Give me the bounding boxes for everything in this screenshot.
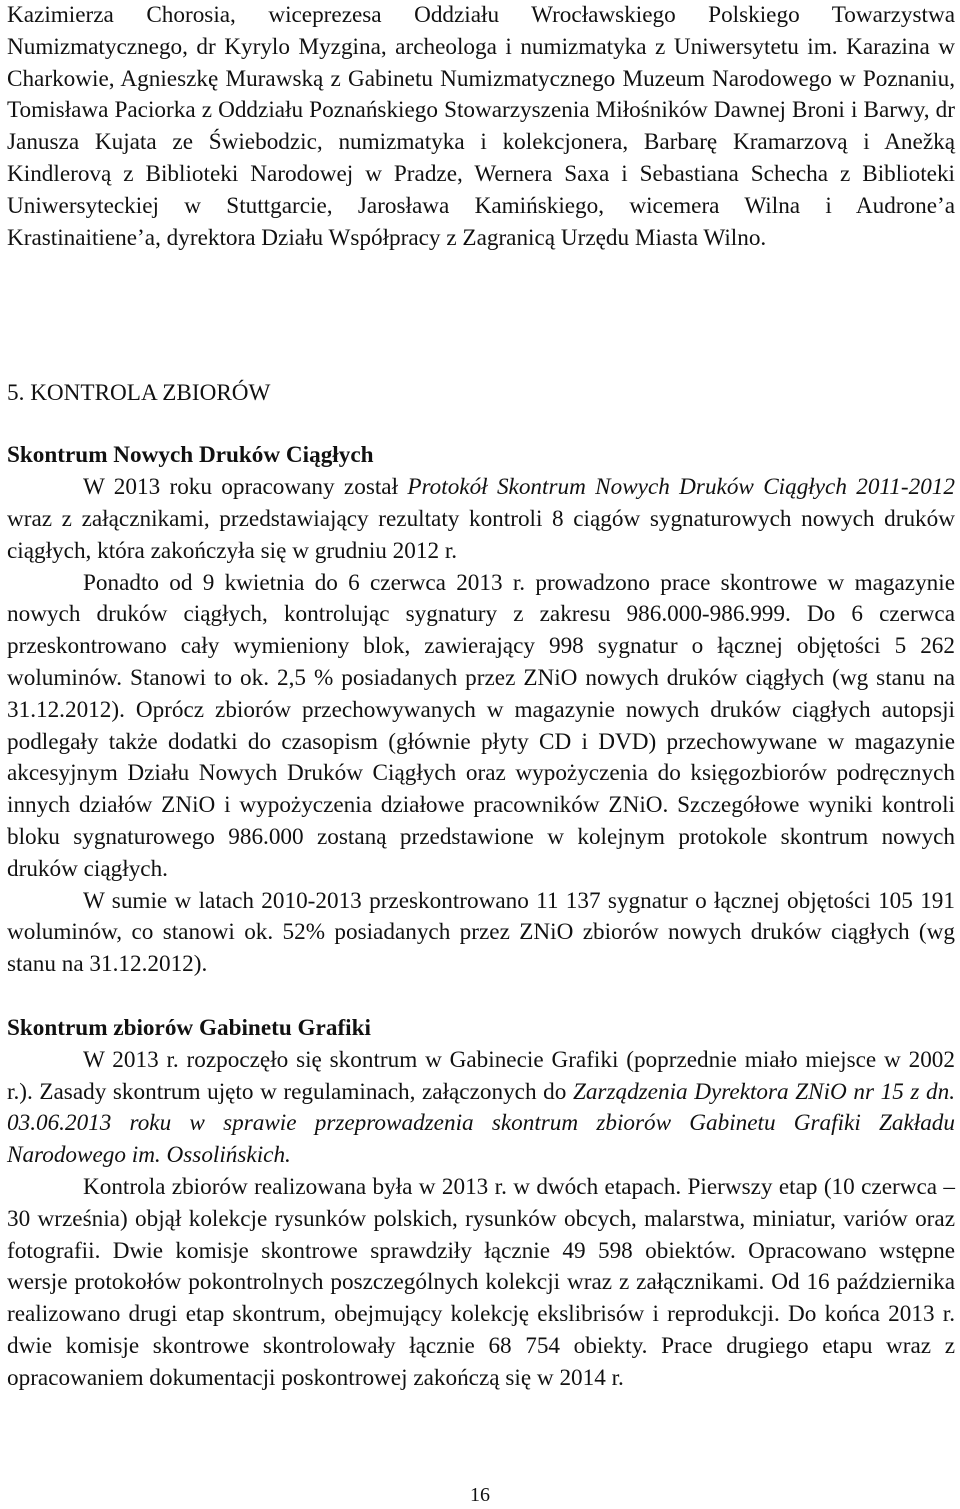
grafiki-paragraph-1	[7, 1045, 955, 1172]
section-spacer	[7, 254, 955, 377]
grafiki-p1-text-a: W 2013 r. rozpoczęło się skontrum w Gabinecie Grafiki (poprzednie miało miejsce w 2002 r.). Zasady skontrum ujęto w regulaminach, załączonych do	[7, 1046, 955, 1105]
druki-paragraph-3: W sumie w latach 2010-2013 przeskontrowano 11 137 sygnatur o łącznej objętości 105 191 woluminów, co stanowi ok. 52% posiadanych przez ZNiO zbiorów nowych druków ciągłych (wg stanu na 31.12.2012).	[7, 887, 955, 978]
grafiki-p1-italic-regulation: Zarządzenia Dyrektora ZNiO nr 15 z dn. 03.06.2013 roku w sprawie przeprowadzenia skontrum zbiorów Gabinetu Grafiki Zakładu Narodowego im. Ossolińskich.	[7, 1078, 955, 1169]
druki-p1-text-b: wraz z załącznikami, przedstawiający rezultaty kontroli 8 ciągów sygnaturowych nowych druków ciągłych, która zakończyła się w grudniu 2012 r.	[7, 505, 955, 564]
document-page	[7, 0, 955, 1394]
druki-p1-text-a: W 2013 roku opracowany został	[83, 474, 408, 501]
subheading-druki: Skontrum Nowych Druków Ciągłych	[7, 442, 374, 469]
section-title: 5. KONTROLA ZBIORÓW	[7, 380, 271, 407]
intro-paragraph: Kazimierza Chorosia, wiceprezesa Oddziału Wrocławskiego Polskiego Towarzystwa Numizmatycznego, dr Kyrylo Myzgina, archeologa i numizmatyka z Uniwersytetu im. Karazina w Charkowie, Agnieszkę Murawską z Gabinetu Numizmatycznego Muzeum Narodowego w Poznaniu, Tomisława Paciorka z Oddziału Poznańskiego Stowarzyszenia Miłośników Dawnej Broni i Barwy, dr Janusza Kujata ze Świebodzic, numizmatyka i kolekcjonera, Barbarę Kramarzovą i Anežką Kindlerovą z Biblioteki Narodowej w Pradze, Wernera Saxa i Sebastiana Schecha z Biblioteki Uniwersyteckiej w Stuttgarcie, Jarosława Kamińskiego, wicemera Wilna i Audrone’a Krastinaitiene’a, dyrektora Działu Współpracy z Zagranicą Urzędu Miasta Wilno.	[7, 2, 955, 251]
druki-p1-italic-title: Protokół Skontrum Nowych Druków Ciągłych 2011-2012	[407, 474, 955, 501]
subheading-grafiki: Skontrum zbiorów Gabinetu Grafiki	[7, 1014, 371, 1041]
grafiki-paragraph-2: Kontrola zbiorów realizowana była w 2013 r. w dwóch etapach. Pierwszy etap (10 czerwca – 30 września) objął kolekcje rysunków polskich, rysunków obcych, malarstwa, miniatur, variów oraz fotografii. Dwie komisje skontrowe sprawdziły łącznie 49 598 obiektów. Opracowano wstępne wersje protokołów pokontrolnych poszczególnych kolekcji wraz z załącznikami. Od 16 października realizowano drugi etap skontrum, obejmujący kolekcję ekslibrisów i reprodukcji. Do końca 2013 r. dwie komisje skontrowe skontrolowały łącznie 68 754 obiekty. Prace drugiego etapu wraz z opracowaniem dokumentacji poskontrowej zakończą się w 2014 r.	[7, 1173, 955, 1391]
page-number: 16	[470, 1484, 490, 1506]
subsection-spacer	[7, 981, 955, 1013]
druki-paragraph-1	[7, 472, 955, 567]
druki-paragraph-2: Ponadto od 9 kwietnia do 6 czerwca 2013 r. prowadzono prace skontrowe w magazynie nowych druków ciągłych, kontrolując sygnatury z zakresu 986.000-986.999. Do 6 czerwca przeskontrowano cały wymieniony blok, zawierający 998 sygnatur o łącznej objętości 5 262 woluminów. Stanowi to ok. 2,5 % posiadanych przez ZNiO nowych druków ciągłych (wg stanu na 31.12.2012). Oprócz zbiorów przechowywanych w magazynie nowych druków ciągłych autopsji podlegały także dodatki do czasopism (głównie płyty CD i DVD) przechowywane w magazynie akcesyjnym Działu Nowych Druków Ciągłych oraz wypożyczenia do księgozbiorów podręcznych innych działów ZNiO i wypożyczenia działowe pracowników ZNiO. Szczegółowe wyniki kontroli bloku sygnaturowego 986.000 zostaną przedstawione w kolejnym protokole skontrum nowych druków ciągłych.	[7, 569, 955, 882]
